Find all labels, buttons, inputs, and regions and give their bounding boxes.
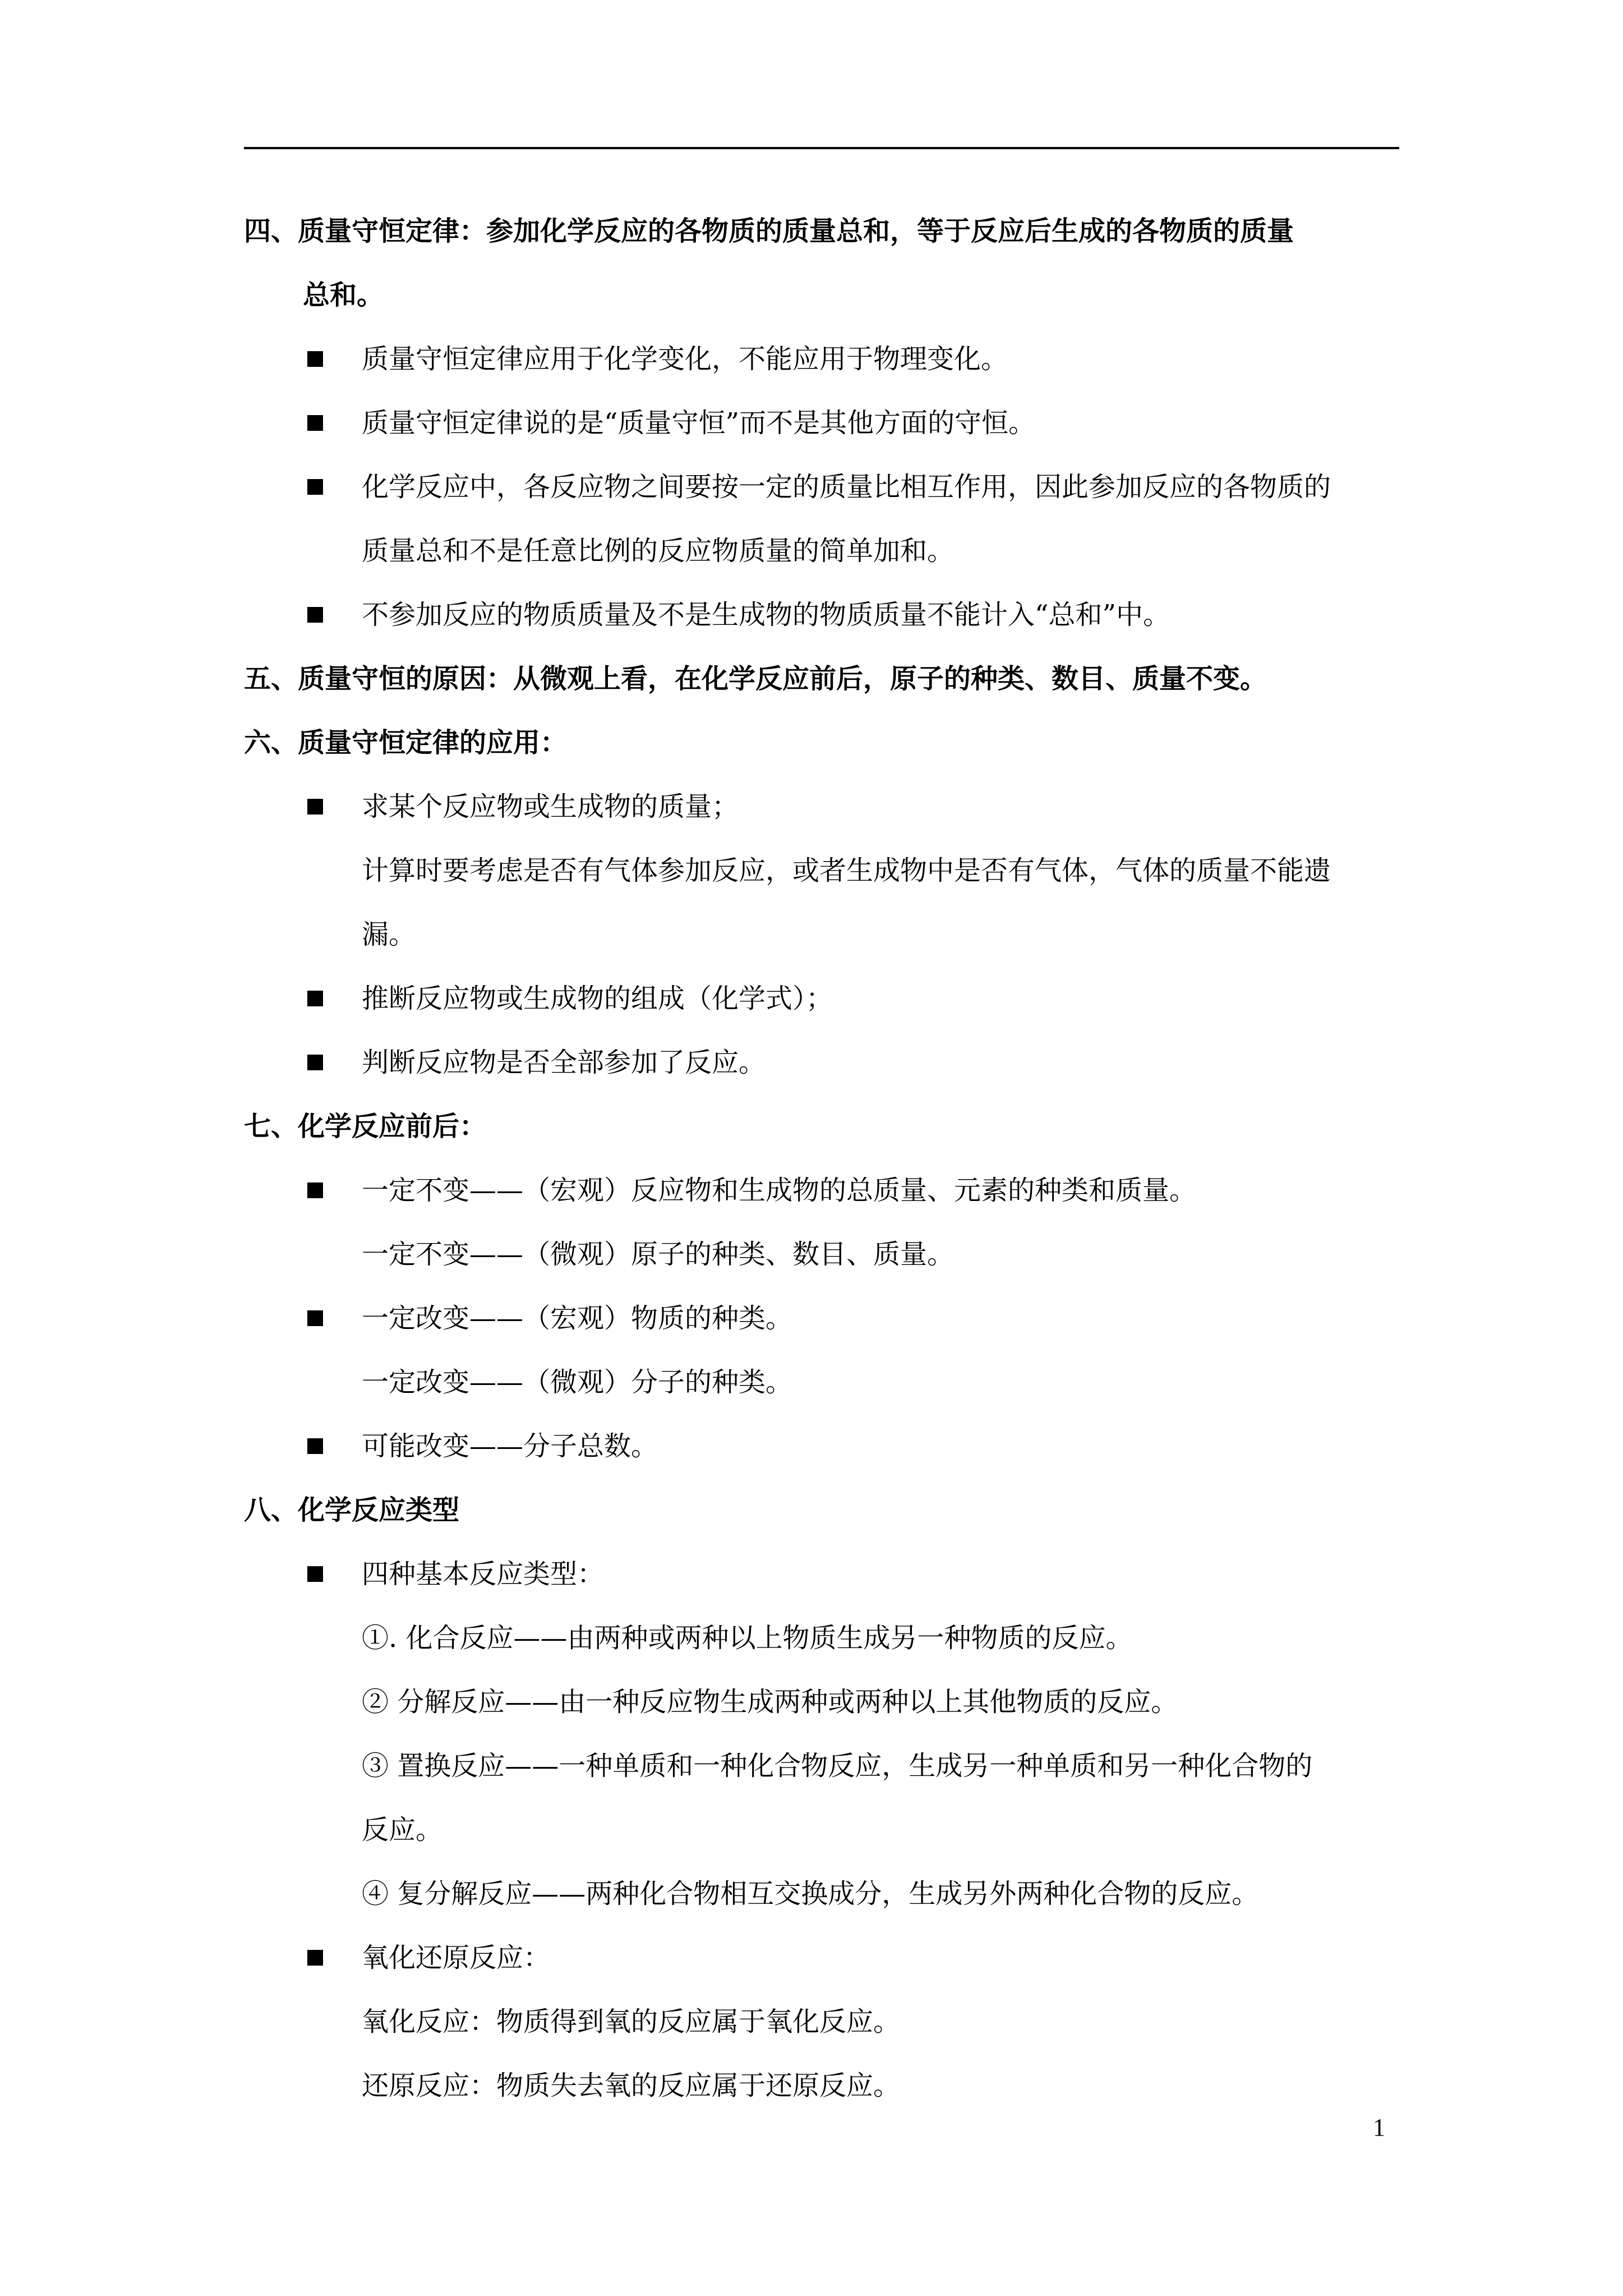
- bullet-square-icon: [307, 607, 323, 623]
- section6-bullet1-note-continued: 漏。: [362, 919, 416, 950]
- section7-heading: 七、化学反应前后：: [244, 1111, 487, 1142]
- section7-bullet2: 一定改变——（宏观）物质的种类。: [362, 1303, 793, 1334]
- bullet-square-icon: [307, 1055, 323, 1070]
- section6-bullet1: 求某个反应物或生成物的质量；: [362, 791, 739, 822]
- section4-bullet4: 不参加反应的物质质量及不是生成物的物质质量不能计入“总和”中。: [362, 599, 1170, 631]
- header-rule: [244, 147, 1399, 149]
- bullet-square-icon: [307, 1438, 323, 1454]
- section4-heading-continued: 总和。: [303, 279, 384, 311]
- section4-heading: 四、质量守恒定律：参加化学反应的各物质的质量总和，等于反应后生成的各物质的质量: [244, 215, 1294, 247]
- section8-heading: 八、化学反应类型: [244, 1494, 460, 1526]
- section8-item1: ①. 化合反应——由两种或两种以上物质生成另一种物质的反应。: [362, 1622, 1133, 1654]
- bullet-square-icon: [307, 1950, 323, 1966]
- section8-item2: ② 分解反应——由一种反应物生成两种或两种以上其他物质的反应。: [362, 1686, 1178, 1718]
- section8-bullet2: 氧化还原反应：: [362, 1942, 551, 1973]
- section6-heading: 六、质量守恒定律的应用：: [244, 727, 568, 758]
- section7-bullet2-sub: 一定改变——（微观）分子的种类。: [362, 1366, 793, 1398]
- section8-item3-continued: 反应。: [362, 1814, 443, 1846]
- section8-item4: ④ 复分解反应——两种化合物相互交换成分，生成另外两种化合物的反应。: [362, 1878, 1259, 1910]
- section7-bullet1: 一定不变——（宏观）反应物和生成物的总质量、元素的种类和质量。: [362, 1175, 1197, 1206]
- section6-bullet2: 推断反应物或生成物的组成（化学式）；: [362, 983, 833, 1014]
- bullet-square-icon: [307, 351, 323, 367]
- section8-oxidation: 氧化反应：物质得到氧的反应属于氧化反应。: [362, 2006, 901, 2037]
- bullet-square-icon: [307, 991, 323, 1006]
- section8-item3: ③ 置换反应——一种单质和一种化合物反应，生成另一种单质和另一种化合物的: [362, 1750, 1313, 1782]
- section8-bullet1: 四种基本反应类型：: [362, 1558, 605, 1590]
- section4-bullet1: 质量守恒定律应用于化学变化，不能应用于物理变化。: [362, 343, 1008, 375]
- bullet-square-icon: [307, 1566, 323, 1582]
- section4-bullet3: 化学反应中，各反应物之间要按一定的质量比相互作用，因此参加反应的各物质的: [362, 471, 1331, 503]
- page-number: 1: [1373, 2114, 1385, 2141]
- bullet-square-icon: [307, 415, 323, 431]
- section4-bullet2: 质量守恒定律说的是“质量守恒”而不是其他方面的守恒。: [362, 407, 1036, 439]
- section6-bullet3: 判断反应物是否全部参加了反应。: [362, 1047, 766, 1078]
- section7-bullet3: 可能改变——分子总数。: [362, 1430, 658, 1462]
- section8-reduction: 还原反应：物质失去氧的反应属于还原反应。: [362, 2070, 901, 2101]
- bullet-square-icon: [307, 479, 323, 495]
- section5-heading: 五、质量守恒的原因：从微观上看，在化学反应前后，原子的种类、数目、质量不变。: [244, 663, 1267, 694]
- bullet-square-icon: [307, 799, 323, 815]
- bullet-square-icon: [307, 1182, 323, 1198]
- bullet-square-icon: [307, 1310, 323, 1326]
- section6-bullet1-note: 计算时要考虑是否有气体参加反应，或者生成物中是否有气体，气体的质量不能遗: [362, 855, 1331, 886]
- section7-bullet1-sub: 一定不变——（微观）原子的种类、数目、质量。: [362, 1239, 955, 1270]
- section4-bullet3-continued: 质量总和不是任意比例的反应物质量的简单加和。: [362, 535, 955, 567]
